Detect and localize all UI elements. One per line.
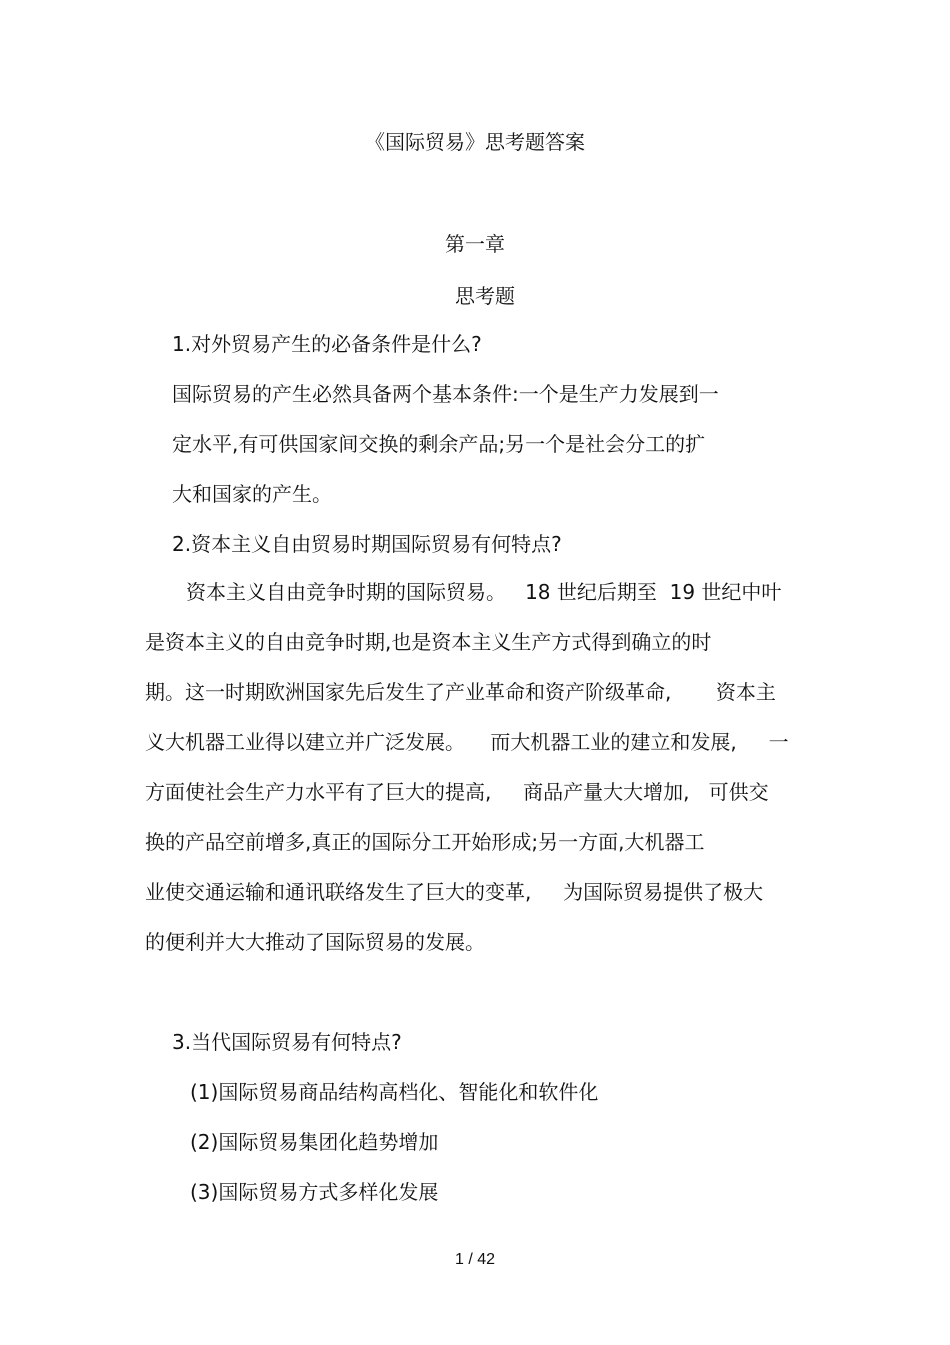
section-heading: 思考题 — [455, 284, 515, 308]
answer-2-line-1: 资本主义自由竞争时期的国际贸易。 18 世纪后期至 19 世纪中叶 — [186, 580, 782, 604]
answer-2-line-2: 是资本主义的自由竞争时期,也是资本主义生产方式得到确立的时 — [145, 630, 712, 654]
chapter-heading: 第一章 — [445, 232, 505, 256]
answer-1-line-1: 国际贸易的产生必然具备两个基本条件:一个是生产力发展到一 — [172, 382, 719, 406]
answer-1-line-2: 定水平,有可供国家间交换的剩余产品;另一个是社会分工的扩 — [172, 432, 706, 456]
answer-2-line-4: 义大机器工业得以建立并广泛发展。 而大机器工业的建立和发展, 一 — [145, 730, 789, 754]
answer-3-item-2: (2)国际贸易集团化趋势增加 — [190, 1130, 439, 1154]
page-number: 1 / 42 — [454, 1251, 496, 1268]
answer-2-line-7: 业使交通运输和通讯联络发生了巨大的变革, 为国际贸易提供了极大 — [145, 880, 764, 904]
answer-2-line-3: 期。这一时期欧洲国家先后发生了产业革命和资产阶级革命, 资本主 — [145, 680, 776, 704]
document-title: 《国际贸易》思考题答案 — [365, 130, 585, 154]
answer-1-line-3: 大和国家的产生。 — [172, 482, 332, 506]
answer-3-item-3: (3)国际贸易方式多样化发展 — [190, 1180, 439, 1204]
question-1: 1.对外贸易产生的必备条件是什么? — [172, 332, 482, 356]
question-3: 3.当代国际贸易有何特点? — [172, 1030, 402, 1054]
question-2: 2.资本主义自由贸易时期国际贸易有何特点? — [172, 532, 562, 556]
answer-3-item-1: (1)国际贸易商品结构高档化、智能化和软件化 — [190, 1080, 599, 1104]
answer-2-line-5: 方面使社会生产力水平有了巨大的提高, 商品产量大大增加, 可供交 — [145, 780, 769, 804]
answer-2-line-8: 的便利并大大推动了国际贸易的发展。 — [145, 930, 485, 954]
answer-2-line-6: 换的产品空前增多,真正的国际分工开始形成;另一方面,大机器工 — [145, 830, 705, 854]
